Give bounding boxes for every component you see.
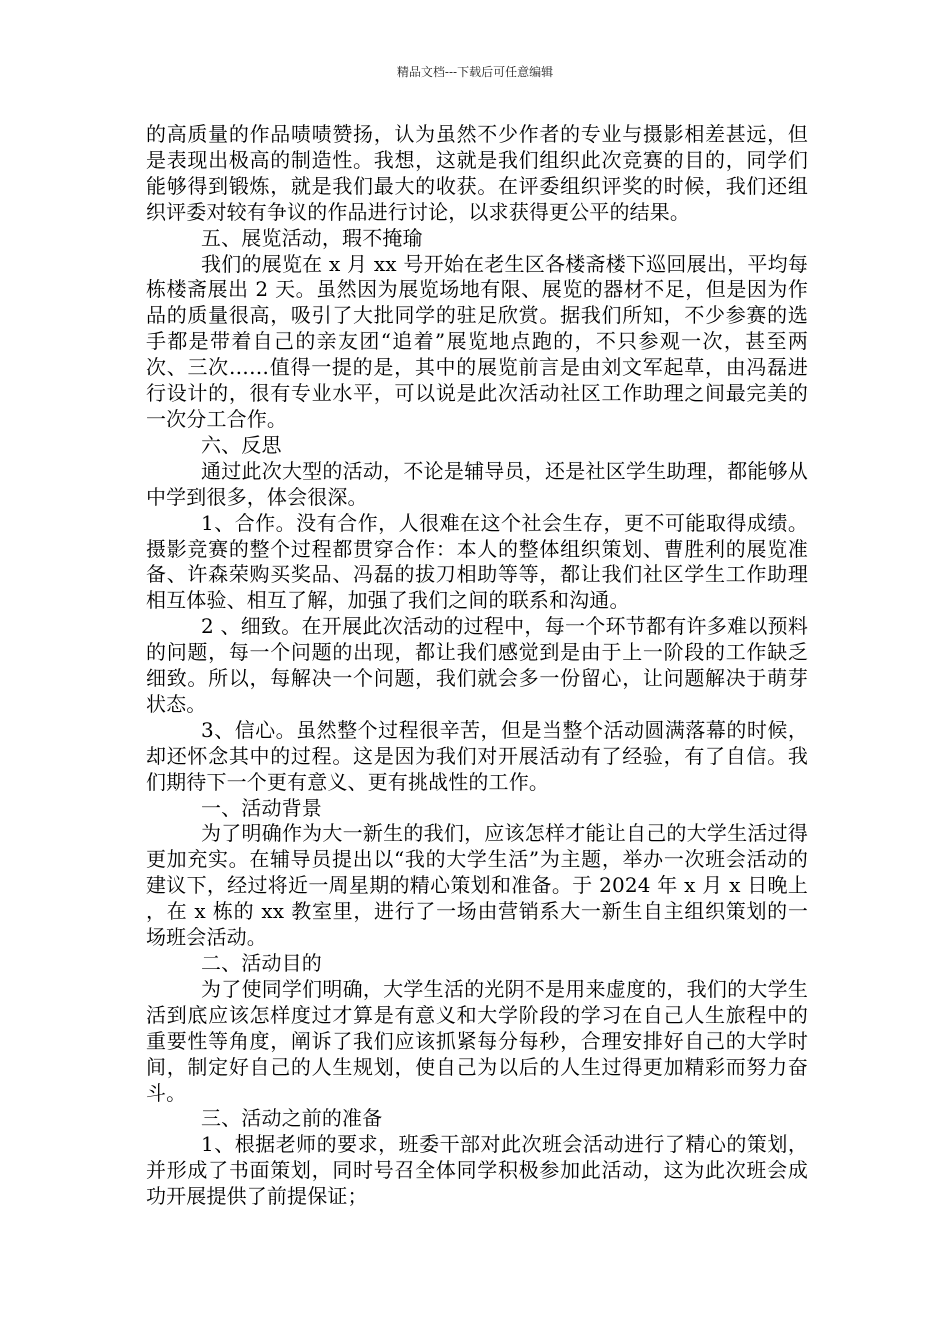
document-body — [146, 122, 808, 1210]
paragraph-cooperation: 1、合作。没有合作，人很难在这个社会生存，更不可能取得成绩。摄影竞赛的整个过程都贯穿合作：本人的整体组织策划、曹胜利的展览准备、许森荣购买奖品、冯磊的拔刀相助等等，都让我们社区学生工作助理相互体验、相互了解，加强了我们之间的联系和沟通。 — [146, 510, 808, 613]
paragraph-confidence: 3、信心。虽然整个过程很辛苦，但是当整个活动圆满落幕的时候，却还怀念其中的过程。这是因为我们对开展活动有了经验，有了自信。我们期待下一个更有意义、更有挑战性的工作。 — [146, 717, 808, 794]
paragraph-exhibition: 我们的展览在 x 月 xx 号开始在老生区各楼斋楼下巡回展出，平均每栋楼斋展出 2 天。虽然因为展览场地有限、展览的器材不足，但是因为作品的质量很高，吸引了大批同学的驻足欣赏。据我们所知，不少参赛的选手都是带着自己的亲友团“追着”展览地点跑的，不只参观一次，甚至两次、三次……值得一提的是，其中的展览前言是由刘文军起草，由冯磊进行设计的，很有专业水平，可以说是此次活动社区工作助理之间最完美的一次分工合作。 — [146, 251, 808, 431]
paragraph-preparation: 1、根据老师的要求，班委干部对此次班会活动进行了精心的策划，并形成了书面策划，同时号召全体同学积极参加此活动，这为此次班会成功开展提供了前提保证； — [146, 1132, 808, 1209]
page-header: 精品文档---下载后可任意编辑 — [396, 65, 554, 79]
paragraph-continuation: 的高质量的作品啧啧赞扬，认为虽然不少作者的专业与摄影相差甚远，但是表现出极高的制造性。我想，这就是我们组织此次竞赛的目的，同学们能够得到锻炼，就是我们最大的收获。在评委组织评奖的时候，我们还组织评委对较有争议的作品进行讨论，以求获得更公平的结果。 — [146, 122, 808, 224]
section-heading-background: 一、活动背景 — [201, 795, 322, 820]
section-heading-reflection: 六、反思 — [201, 432, 282, 457]
section-heading-exhibition: 五、展览活动，瑕不掩瑜 — [201, 225, 423, 250]
section-heading-preparation: 三、活动之前的准备 — [201, 1106, 383, 1131]
paragraph-meticulous: 2 、细致。在开展此次活动的过程中，每一个环节都有许多难以预料的问题，每一个问题的出现，都让我们感觉到是由于上一阶段的工作缺乏细致。所以，每解决一个问题，我们就会多一份留心，让问题解决于萌芽状态。 — [146, 614, 808, 716]
paragraph-reflection-intro: 通过此次大型的活动，不论是辅导员，还是社区学生助理，都能够从中学到很多，体会很深。 — [146, 458, 808, 509]
paragraph-background: 为了明确作为大一新生的我们，应该怎样才能让自己的大学生活过得更加充实。在辅导员提出以“我的大学生活”为主题，举办一次班会活动的建议下，经过将近一周星期的精心策划和准备。于 2024 年 x 月 x 日晚上 ，在 x 栋的 xx 教室里，进行了一场由营销系大一新生自主组织策划的一场班会活动。 — [146, 821, 808, 950]
section-heading-purpose: 二、活动目的 — [201, 951, 322, 975]
paragraph-purpose: 为了使同学们明确，大学生活的光阴不是用来虚度的，我们的大学生活到底应该怎样度过才算是有意义和大学阶段的学习在自己人生旅程中的重要性等角度，阐诉了我们应该抓紧每分每秒，合理安排好自己的大学时间，制定好自己的人生规划，使自己为以后的人生过得更加精彩而努力奋斗。 — [146, 976, 808, 1105]
